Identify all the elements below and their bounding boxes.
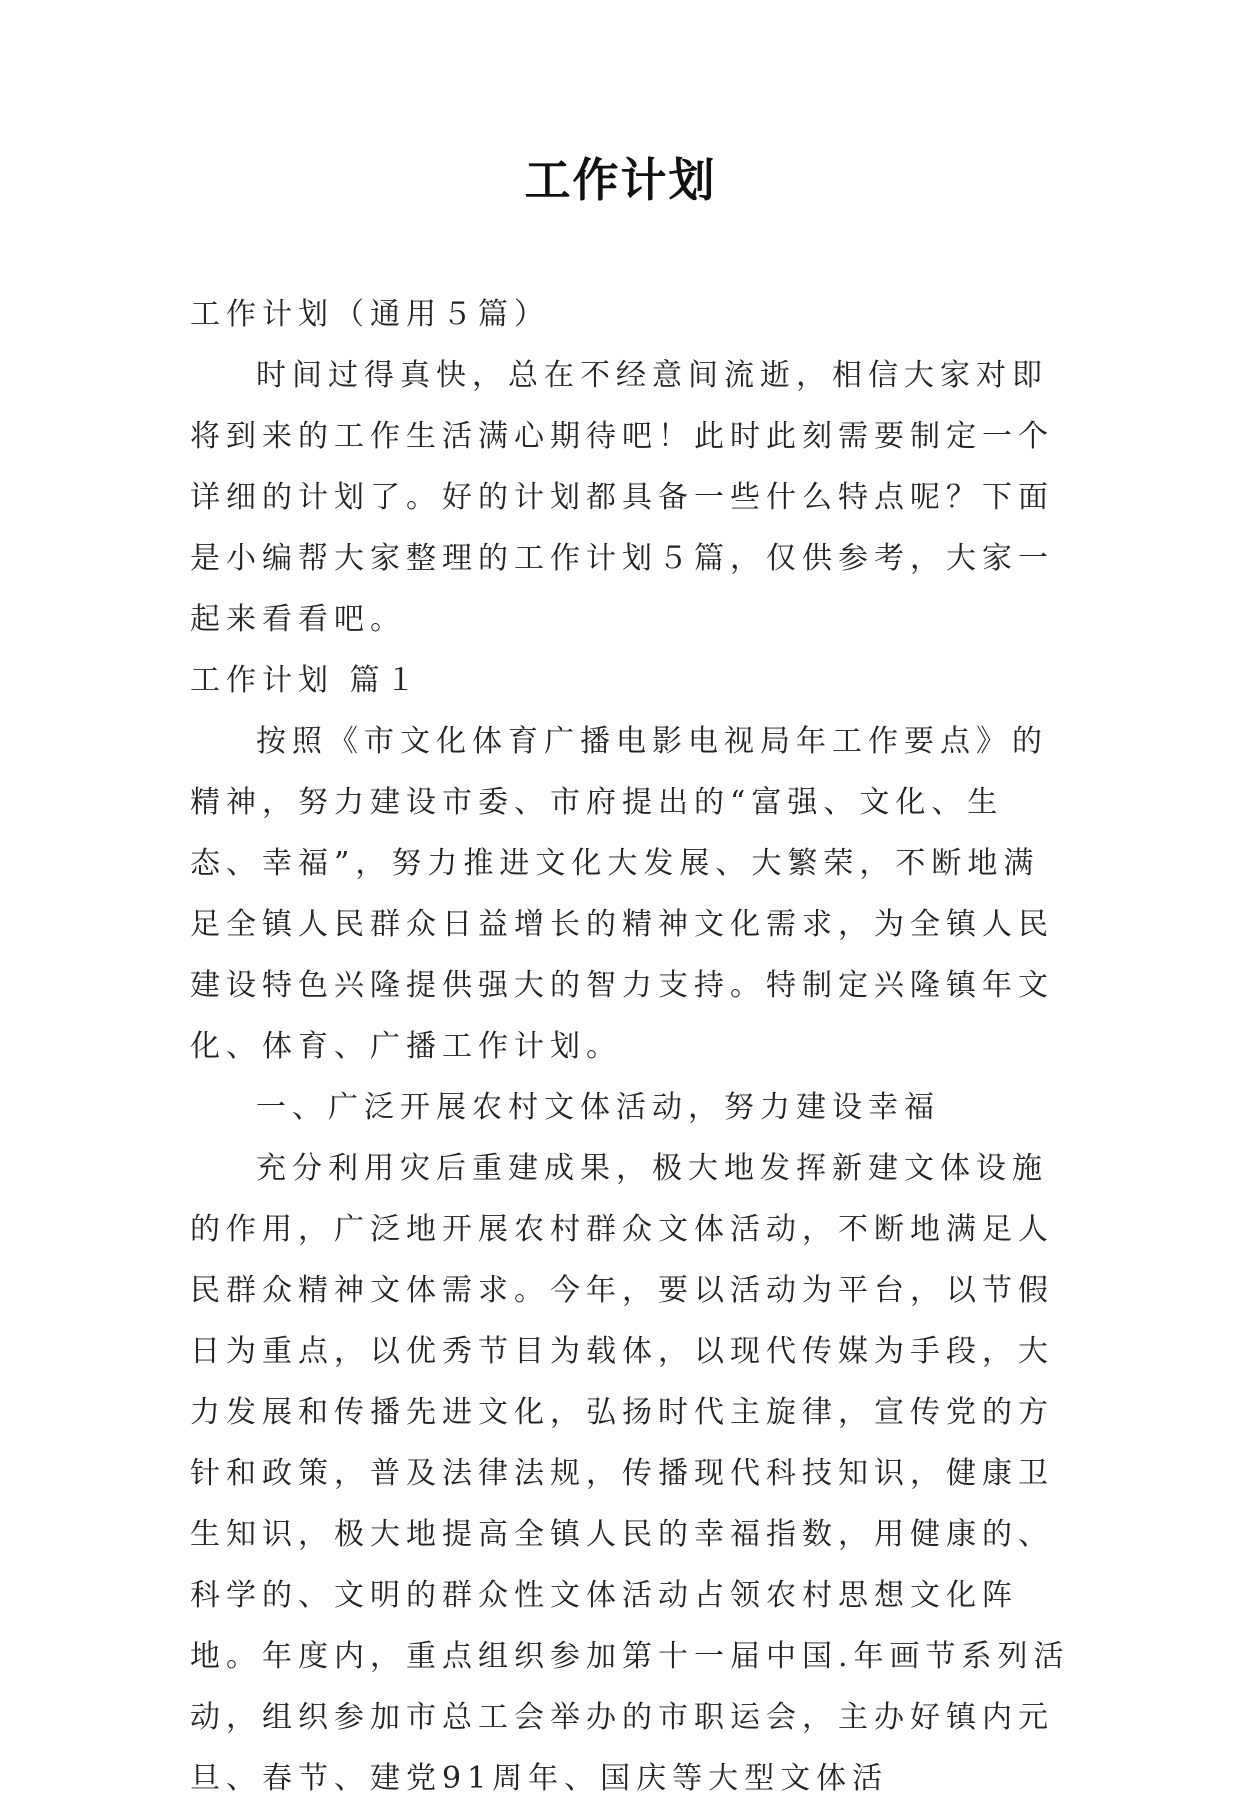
intro-paragraph: 时间过得真快，总在不经意间流逝，相信大家对即将到来的工作生活满心期待吧！此时此刻需要制定一个详细的计划了。好的计划都具备一些什么特点呢？下面是小编帮大家整理的工作计划５篇，仅供参考，大家一起来看看吧。 (190, 358, 1054, 637)
section-title: 工作计划 篇１ (190, 663, 422, 698)
heading-1: 一、广泛开展农村文体活动，努力建设幸福 (256, 1090, 940, 1125)
document-title: 工作计划 (524, 153, 717, 207)
document-body (190, 284, 1070, 1809)
paragraph-2: 充分利用灾后重建成果，极大地发挥新建文体设施的作用，广泛地开展农村群众文体活动，不断地满足人民群众精神文体需求。今年，要以活动为平台，以节假日为重点，以优秀节目为载体，以现代传媒为手段，大力发展和传播先进文化，弘扬时代主旋律，宣传党的方针和政策，普及法律法规，传播现代科技知识，健康卫生知识，极大地提高全镇人民的幸福指数，用健康的、科学的、文明的群众性文体活动占领农村思想文化阵地。年度内，重点组织参加第十一届中国.年画节系列活动，组织参加市总工会举办的市职运会，主办好镇内元旦、春节、建党91周年、国庆等大型文体活 (190, 1151, 1070, 1796)
paragraph-1: 按照《市文化体育广播电影电视局年工作要点》的精神，努力建设市委、市府提出的“富强、文化、生态、幸福”，努力推进文化大发展、大繁荣，不断地满足全镇人民群众日益增长的精神文化需求，为全镇人民建设特色兴隆提供强大的智力支持。特制定兴隆镇年文化、体育、广播工作计划。 (190, 724, 1054, 1064)
document-subtitle: 工作计划（通用５篇） (190, 297, 550, 332)
